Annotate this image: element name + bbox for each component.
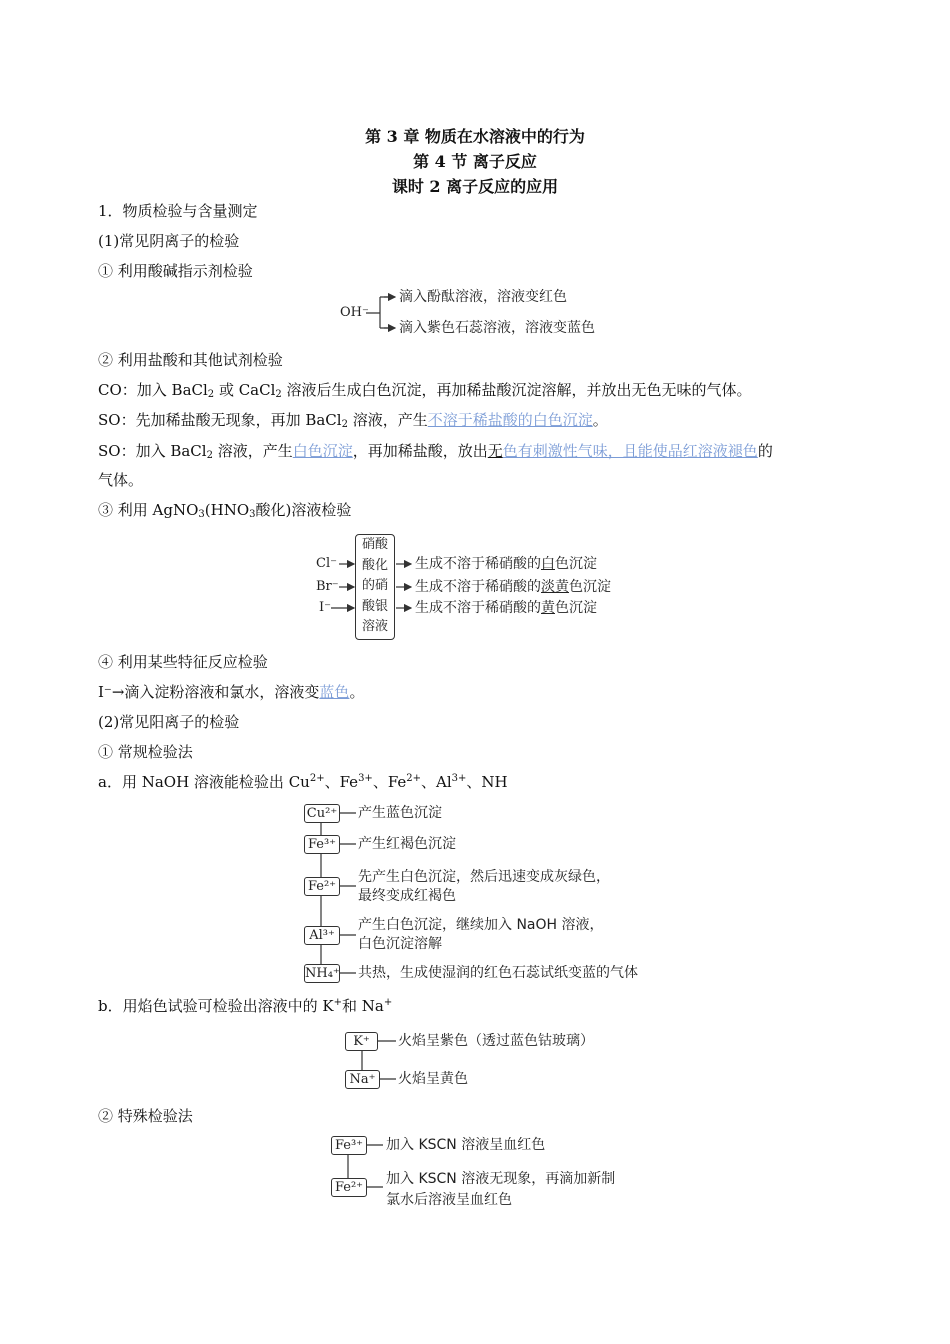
method-silver-nitrate: ③ 利用 $AgNO_3(HNO_3$酸化)溶液检验	[98, 501, 352, 520]
result-chloride: 生成不溶于稀硝酸的白色沉淀	[415, 556, 597, 572]
ion-bromide: Br⁻	[316, 579, 339, 594]
flame-result-k: 火焰呈紫色（透过蓝色钴玻璃）	[398, 1033, 594, 1049]
ion-box-fe2-special: Fe²⁺	[331, 1178, 367, 1197]
naoh-result-fe2-cont: 最终变成红褐色	[358, 888, 456, 904]
result-iodide: 生成不溶于稀硝酸的黄色沉淀	[415, 600, 597, 616]
special-result-fe2: 加入 KSCN 溶液无现象，再滴加新制	[386, 1171, 616, 1187]
naoh-result-al: 产生白色沉淀，继续加入 NaOH 溶液，	[358, 917, 604, 933]
oh-ion: OH⁻	[340, 305, 369, 320]
reagent-line: 酸化	[361, 557, 388, 573]
naoh-result-fe3: 产生红褐色沉淀	[358, 836, 456, 852]
sulfite-test: SO：加入 BaCl$_2$ 溶液，产生白色沉淀，再加稀盐酸，放出无色有刺激性气味，且能使品红溶液褪色的	[98, 442, 773, 461]
ion-chloride: Cl⁻	[316, 556, 337, 571]
naoh-result-fe2: 先产生白色沉淀，然后迅速变成灰绿色，	[358, 869, 610, 885]
naoh-result-cu: 产生蓝色沉淀	[358, 805, 442, 821]
section-title: 第 4 节 离子反应	[413, 152, 537, 171]
result-bromide: 生成不溶于稀硝酸的淡黄色沉淀	[415, 579, 611, 595]
reagent-line: 的硝	[361, 578, 388, 593]
cation-heading: (2)常见阳离子的检验	[98, 713, 240, 731]
chapter-title: 第 3 章 物质在水溶液中的行为	[365, 127, 585, 146]
method-characteristic: ④ 利用某些特征反应检验	[98, 653, 268, 671]
naoh-test-line: a．用 NaOH 溶液能检验出 $Cu^{2+}$、$Fe^{3+}$、$Fe^{2+}$、$Al^{3+}$、NH	[98, 773, 508, 791]
oh-result-phenolphthalein: 滴入酚酞溶液，溶液变红色	[399, 289, 567, 305]
method-hcl: ② 利用盐酸和其他试剂检验	[98, 351, 283, 369]
carbonate-test: CO：加入 BaCl$_2$ 或 CaCl$_2$ 溶液后生成白色沉淀，再加稀盐酸沉淀溶解，并放出无色无味的气体。	[98, 381, 752, 400]
reagent-line: 溶液	[361, 619, 388, 634]
ion-box-fe3: Fe³⁺	[304, 835, 340, 854]
sulfite-test-cont: 气体。	[98, 471, 144, 489]
ion-box-nh4: NH₄⁺	[305, 966, 340, 981]
naoh-result-al-cont: 白色沉淀溶解	[358, 936, 442, 952]
ion-box-al: Al³⁺	[304, 926, 340, 945]
method-conventional: ① 常规检验法	[98, 743, 193, 761]
iodide-test: I⁻→滴入淀粉溶液和氯水，溶液变蓝色。	[98, 683, 365, 701]
ion-box-cu: Cu²⁺	[304, 804, 340, 823]
method-indicator: ① 利用酸碱指示剂检验	[98, 262, 253, 280]
reagent-line: 酸银	[361, 598, 388, 614]
special-result-fe2-cont: 氯水后溶液呈血红色	[386, 1192, 512, 1208]
ion-box-fe3-special: Fe³⁺	[331, 1136, 367, 1155]
flame-result-na: 火焰呈黄色	[398, 1071, 468, 1087]
ion-iodide: I⁻	[319, 600, 331, 615]
naoh-result-nh4: 共热，生成使湿润的红色石蕊试纸变蓝的气体	[358, 965, 638, 981]
oh-result-litmus: 滴入紫色石蕊溶液，溶液变蓝色	[399, 320, 595, 336]
anion-heading: (1)常见阴离子的检验	[98, 232, 240, 250]
ion-box-k: K⁺	[345, 1032, 378, 1051]
special-result-fe3: 加入 KSCN 溶液呈血红色	[386, 1137, 546, 1153]
reagent-line: 硝酸	[361, 537, 388, 552]
section-heading: 1．物质检验与含量测定	[98, 202, 258, 220]
ion-box-fe2: Fe²⁺	[304, 877, 340, 896]
method-special: ② 特殊检验法	[98, 1107, 193, 1125]
ion-box-na: Na⁺	[345, 1070, 380, 1089]
flame-test-line: b．用焰色试验可检验出溶液中的 K+和 Na+	[98, 997, 393, 1015]
sulfate-test: SO：先加稀盐酸无现象，再加 BaCl$_2$ 溶液，产生不溶于稀盐酸的白色沉淀。	[98, 411, 608, 430]
lesson-title: 课时 2 离子反应的应用	[391, 177, 559, 196]
